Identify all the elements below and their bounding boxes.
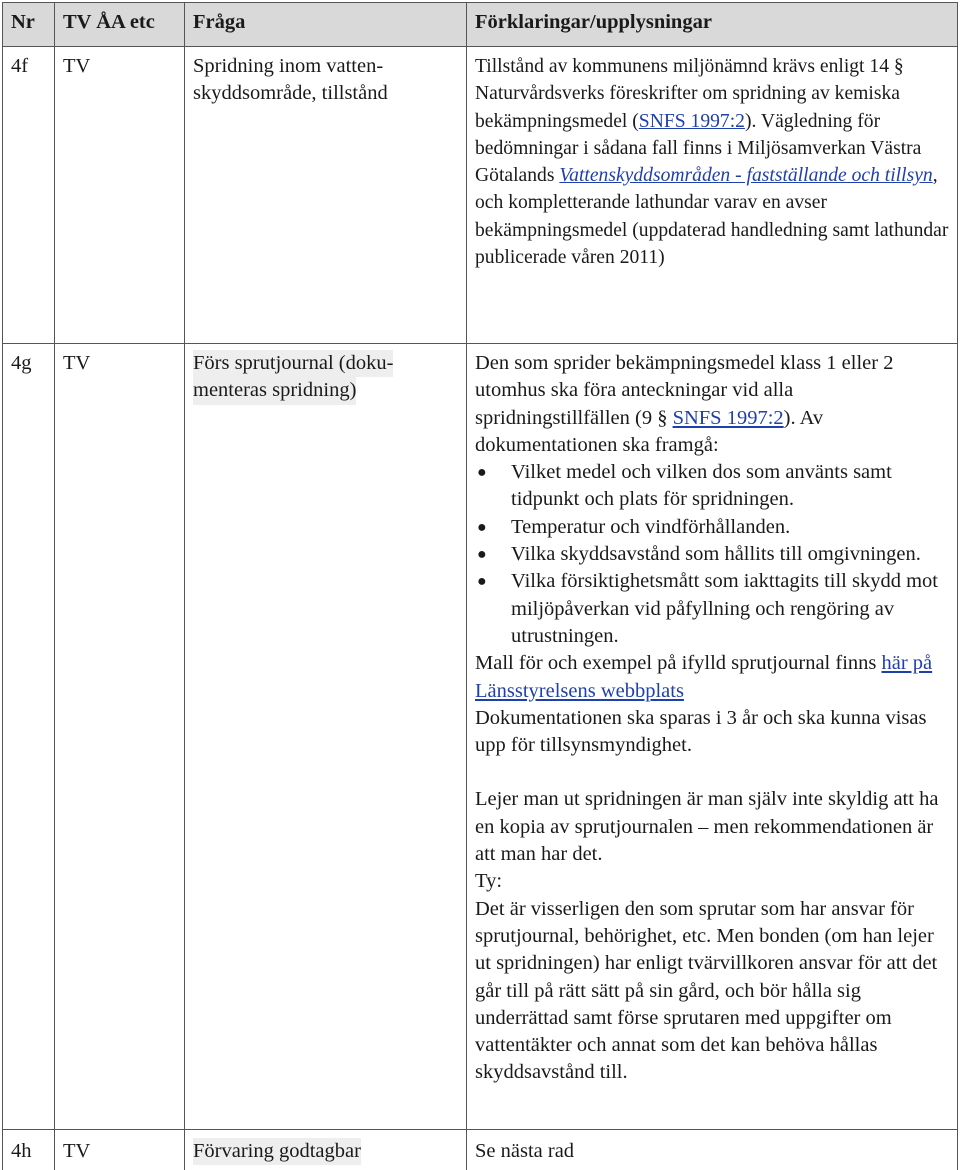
header-fraga: Fråga [185,3,467,47]
explanation-text: Tillstånd av kommunens miljönämnd krävs enligt 14 [475,56,894,77]
bullet-icon: ● [477,459,487,486]
intro-paragraph [475,350,949,459]
row-fraga [185,1130,467,1170]
lejer-paragraph: Lejer man ut spridningen är man själv inte skyldig att ha en kopia av sprutjournalen – men rekommendationen är att man har det. [475,786,949,868]
intro-text: ). Av dokumentationen ska framgå: [475,407,823,456]
explanation-text: ). Vägledning för bedömningar i sådana fall finns i Miljösamverkan Västra Götalands [475,111,921,187]
row-tv: TV [55,1130,185,1170]
row-tv: TV [55,47,185,344]
explanation-text: Naturvårdsverks föreskrifter om spridning av kemiska bekämpningsmedel ( [475,83,900,131]
list-item-text: Temperatur och vindförhållanden. [511,516,790,538]
vattenskydd-link[interactable]: Vattenskyddsområden - fastställande och tillsyn [559,165,932,186]
row-forklaring [467,344,958,1130]
header-tv: TV ÅA etc [55,3,185,47]
row-tv: TV [55,344,185,1130]
explanation-text: , och kompletterande lathundar varav en avser bekämpningsmedel (uppdaterad handledning samt lathundar publicerade våren 2011) [475,165,948,268]
fraga-line: Förvaring godtagbar [193,1138,361,1165]
table-row-4h [3,1130,958,1170]
list-item-text: Vilka försiktighetsmått som iakttagits till skydd mot miljöpåverkan vid påfyllning och rengöring av utrustningen. [511,570,938,647]
header-nr: Nr [3,3,55,47]
list-item [475,459,949,514]
snfs-link[interactable]: SNFS 1997:2 [639,111,745,132]
ty-label: Ty: [475,868,949,895]
mall-text: Mall för och exempel på ifylld sprutjournal finns [475,652,882,674]
list-item [475,541,949,568]
fraga-line: skyddsområde, tillstånd [193,82,388,104]
table-row-4f [3,47,958,344]
requirements-table [2,2,958,1170]
bullet-icon: ● [477,568,487,595]
bullet-icon: ● [477,541,487,568]
fraga-line: menteras spridning) [193,377,356,404]
section-symbol: § [657,407,667,429]
intro-text: Den som sprider bekämpningsmedel klass 1 eller 2 utomhus ska föra anteckningar vid alla spridningstillfällen (9 [475,352,893,429]
row-nr: 4h [3,1130,55,1170]
list-item [475,568,949,650]
section-symbol: § [894,56,904,77]
snfs-link[interactable]: SNFS 1997:2 [673,407,784,429]
documentation-paragraph: Dokumentationen ska sparas i 3 år och ska kunna visas upp för tillsynsmyndighet. [475,705,949,760]
row-forklaring: Se nästa rad [467,1130,958,1170]
list-item [475,514,949,541]
row-fraga [185,344,467,1130]
table-row-4g [3,344,958,1130]
table-header-row [3,3,958,47]
header-forklaringar: Förklaringar/upplysningar [467,3,958,47]
bullet-icon: ● [477,514,487,541]
lansstyrelsen-link[interactable]: här på Länsstyrelsens webbplats [475,652,932,701]
ty-paragraph: Det är visserligen den som sprutar som har ansvar för sprutjournal, behörighet, etc. Men bonden (om han lejer ut spridningen) har enligt tvärvillkoren ansvar för att det går till på rätt sätt på sin gård, och bör hålla sig underrättad samt förse sprutaren med uppgifter om vattentäkter och annat som det kan behöva hållas skyddsavstånd till. [475,896,949,1087]
list-item-text: Vilka skyddsavstånd som hållits till omgivningen. [511,543,921,565]
row-fraga [185,47,467,344]
mall-paragraph [475,650,949,705]
row-forklaring [467,47,958,344]
fraga-line: Förs sprutjournal (doku- [193,350,393,377]
fraga-line: Spridning inom vatten- [193,55,383,77]
list-item-text: Vilket medel och vilken dos som använts samt tidpunkt och plats för spridningen. [511,461,892,510]
row-nr: 4g [3,344,55,1130]
row-nr: 4f [3,47,55,344]
bullet-list [475,459,949,650]
